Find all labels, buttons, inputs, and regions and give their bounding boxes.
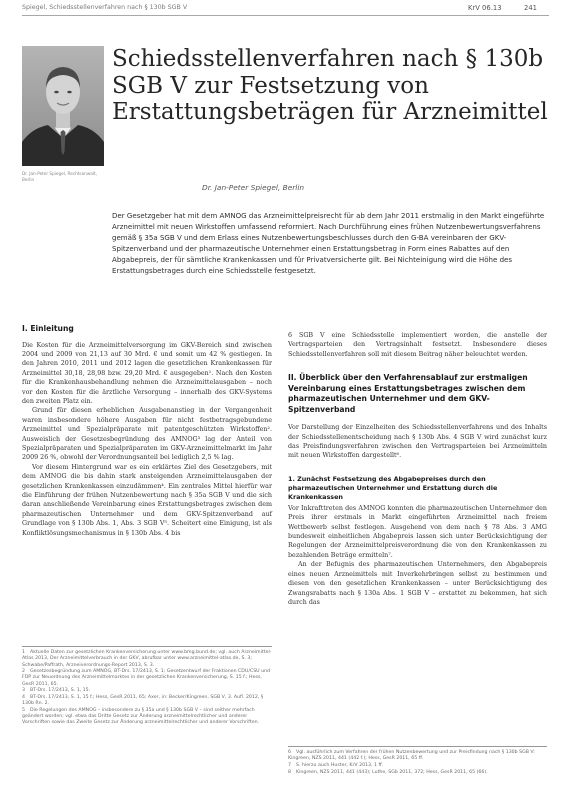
footnote-text: Vgl. ausführlich zum Verfahren der frühen Nutzenbewertung und zur Preisfindung nach § 130b SGB V: Kingreen, NZS 2011, 441 (442 f.); Hess, GesR 2011, 65 ff. <box>288 750 535 762</box>
footnote-text: Die Regelungen des AMNOG – insbesondere zu § 35a und § 130b SGB V – sind seither mehrfach geändert worden; vgl. etwa das Dritte Gesetz zur Änderung arzneimittelrechtlicher und anderer Vorschriften sowie das Zweite Gesetz zur Änderung arzneimittelrechtlicher und anderer Vorschriften. <box>22 707 260 726</box>
footnote-number: 8 <box>288 769 291 775</box>
body-paragraph: Vor Darstellung der Einzelheiten des Schiedsstellenverfahrens und des Inhalts der Schiedsstellenentscheidung nach § 130b Abs. 4 SGB V wird zunächst kurz das Preisfindungsverfahren zwischen den Vertragsparteien bei Arzneimitteln mit neuen Wirkstoffen dargestellt⁶. <box>288 424 547 460</box>
footnote-number: 5 <box>22 707 25 713</box>
footnote <box>288 770 547 776</box>
footnote-text: Gesetzesbegründung zum AMNOG, BT-Drs. 17/2413, S. 1; Gesetzentwurf der Fraktionen CDU/CSU und FDP zur Neuordnung des Arzneimittelmarktes in der gesetzlichen Krankenversicherung, S. 15 f.; Hess, GesR 2011, 65. <box>22 669 271 687</box>
body-paragraph: Grund für diesen erheblichen Ausgabenanstieg in der Vergangenheit waren insbesondere höhere Ausgaben für nicht festbetragsgebundene Arzneimittel und Spezialpräparate mit patentgeschützten Wirkstoffen². Ausweislich der Gesetzesbegründung des AMNOG³ lag der Anteil von Spezialpräparaten und Spezialpräparaten im GKV-Arzneimittelmarkt im Jahr 2009 26 %, obwohl der Verordnungsanteil bei lediglich 2,5 % lag. <box>22 407 272 462</box>
header-rule <box>22 15 549 16</box>
body-paragraph: 6 SGB V eine Schiedsstelle implementiert worden, die anstelle der Vertragsparteien den Vertragsinhalt festsetzt. Insbesondere dieses Schiedsstellenverfahren soll mit diesem Beitrag näher beleuchtet werden. <box>288 332 547 358</box>
footnote-rule-right <box>288 746 547 747</box>
photo-caption: Dr. Jan-Peter Spiegel, Rechtsanwalt, Berlin <box>22 171 97 182</box>
footnote-rule-left <box>22 646 272 647</box>
article-title: Schiedsstellenverfahren nach § 130b SGB V zur Festsetzung von Erstattungsbeträgen für Arzneimittel <box>112 46 548 125</box>
article-abstract: Der Gesetzgeber hat mit dem AMNOG das Arzneimittelpreisrecht für ab dem Jahr 2011 erstmalig in den Markt eingeführte Arzneimittel mit neuen Wirkstoffen umfassend reformiert. Nach Durchführung eines frühen Nutzenbewertungsverfahrens gemäß § 35a SGB V und dem Erlass eines Nutzenbewertungsbeschlusses durch den G-BA vereinbaren der GKV-Spitzenverband und der pharmazeutische Unternehmer einen Erstattungsbetrag in Form eines Rabattes auf den Abgabepreis, der für sämtliche Krankenkassen und für Privatversicherte gilt. Bei Nichteinigung wird die Höhe des Erstattungsbetrages durch eine Schiedsstelle festgesetzt. <box>112 211 545 275</box>
footnote-text: Kingreen, NZS 2011, 441 (443); Luthe, SGb 2011, 372; Hess, GesR 2011, 65 (66). <box>296 769 488 775</box>
footnote-number: 2 <box>22 669 25 675</box>
left-column <box>22 324 272 538</box>
footnote <box>22 688 272 694</box>
body-paragraph: Vor diesem Hintergrund war es ein erklärtes Ziel des Gesetzgebers, mit dem AMNOG die bis dahin stark ansteigenden Arzneimittelausgaben der gesetzlichen Krankenkassen einzudämmen⁴. Ein zentrales Mittel hierfür war die Einführung der frühen Nutzenbewertung nach § 35a SGB V und die sich daran anschließende Vereinbarung eines Erstattungsbetrages zwischen dem pharmazeutischen Unternehmer und dem GKV-Spitzenverband auf Grundlage von § 130b Abs. 1, Abs. 3 SGB V⁵. Scheitert eine Einigung, ist als Konfliktlösungsmechanismus in § 130b Abs. 4 bis <box>22 463 272 537</box>
footnotes-right <box>288 750 547 776</box>
running-header-left: Spiegel, Schiedsstellenverfahren nach § 130b SGB V <box>22 4 188 11</box>
footnote-number: 3 <box>22 688 25 694</box>
footnote-text: S. hierzu auch Huster, KrV 2013, 1 ff. <box>296 762 384 768</box>
subsection-heading: 1. Zunächst Festsetzung des Abgabepreises durch den pharmazeutischen Unternehmer und Erstattung durch die Krankenkassen <box>288 474 498 501</box>
section-heading-overview: II. Überblick über den Verfahrensablauf zur erstmaligen Vereinbarung eines Erstattungsbetrages zwischen dem pharmazeutischen Unternehmer und dem GKV-Spitzenverband <box>288 373 528 414</box>
footnotes-left <box>22 650 272 727</box>
footnote-number: 7 <box>288 762 291 768</box>
body-paragraph: Die Kosten für die Arzneimittelversorgung im GKV-Bereich sind zwischen 2004 und 2009 von 21,13 auf 30 Mrd. € und somit um 42 % gestiegen. In den Jahren 2010, 2011 und 2012 lagen die gesetzlichen Krankenkassen für Arzneimittel 30,18, 28,98 bzw. 29,20 Mrd. € ausgegeben¹. Nach den Kosten für die Krankenhausbehandlung nehmen die Arzneimittelausgaben – noch vor den Kosten für die ärztliche Versorgung – innerhalb des GKV-Systems den zweiten Platz ein. <box>22 341 272 405</box>
footnote <box>288 763 547 769</box>
footnote <box>22 650 272 669</box>
right-column <box>288 331 547 607</box>
body-paragraph: An der Befugnis des pharmazeutischen Unternehmers, den Abgabepreis eines neuen Arzneimittels mit Inverkehrbringen selbst zu bestimmen und diesen von den gesetzlichen Krankenkassen – unter Berücksichtigung des Zwangsrabatts nach § 130a Abs. 1 SGB V – erstattet zu bekommen, hat sich durch das <box>288 561 547 606</box>
footnote-number: 1 <box>22 650 25 655</box>
article-author: Dr. Jan-Peter Spiegel, Berlin <box>202 183 305 192</box>
running-header-journal: KrV 06.13 <box>468 4 502 12</box>
section-heading-introduction: I. Einleitung <box>22 324 74 333</box>
footnote <box>22 695 272 708</box>
body-paragraph: Vor Inkrafttreten des AMNOG konnten die pharmazeutischen Unternehmer den Preis ihrer erstmals in Markt eingeführten Arzneimittel nach freiem Wettbewerb selbst festlegen. Ausgehend von dem nach § 78 Abs. 3 AMG bundesweit einheitlichen Abgabepreis lassen sich unter Berücksichtigung der Regelungen der Arzneimittelpreisverordnung die von den Krankenkassen zu bezahlenden Beträge ermitteln⁷. <box>288 504 547 559</box>
footnote-text: Aktuelle Daten zur gesetzlichen Krankenversicherung unter www.bmg.bund.de; vgl. auch Arzneimittel-Atlas 2013, Der Arzneimittelverbrauch in der GKV, abrufbar unter www.arzneimittel-atlas.de, S. 3; Schwabe/Paffrath, Arzneiverordnungs-Report 2013, S. 3. <box>22 650 272 668</box>
footnote <box>22 708 272 727</box>
footnote <box>22 669 272 688</box>
footnote-number: 4 <box>22 694 25 700</box>
footnote-number: 6 <box>288 750 291 755</box>
author-portrait-image <box>22 46 104 166</box>
footnote-text: BT-Drs. 17/2413, S. 1, 15 f.; Hess, GesR 2011, 65; Axer, in: Becker/Kingreen, SGB V, 3. Aufl. 2012, § 130b Rn. 2. <box>22 694 264 707</box>
page-number: 241 <box>524 4 537 12</box>
footnote <box>288 750 547 763</box>
author-photo <box>22 46 104 166</box>
footnote-text: BT-Drs. 17/2413, S. 1, 15. <box>30 688 91 694</box>
